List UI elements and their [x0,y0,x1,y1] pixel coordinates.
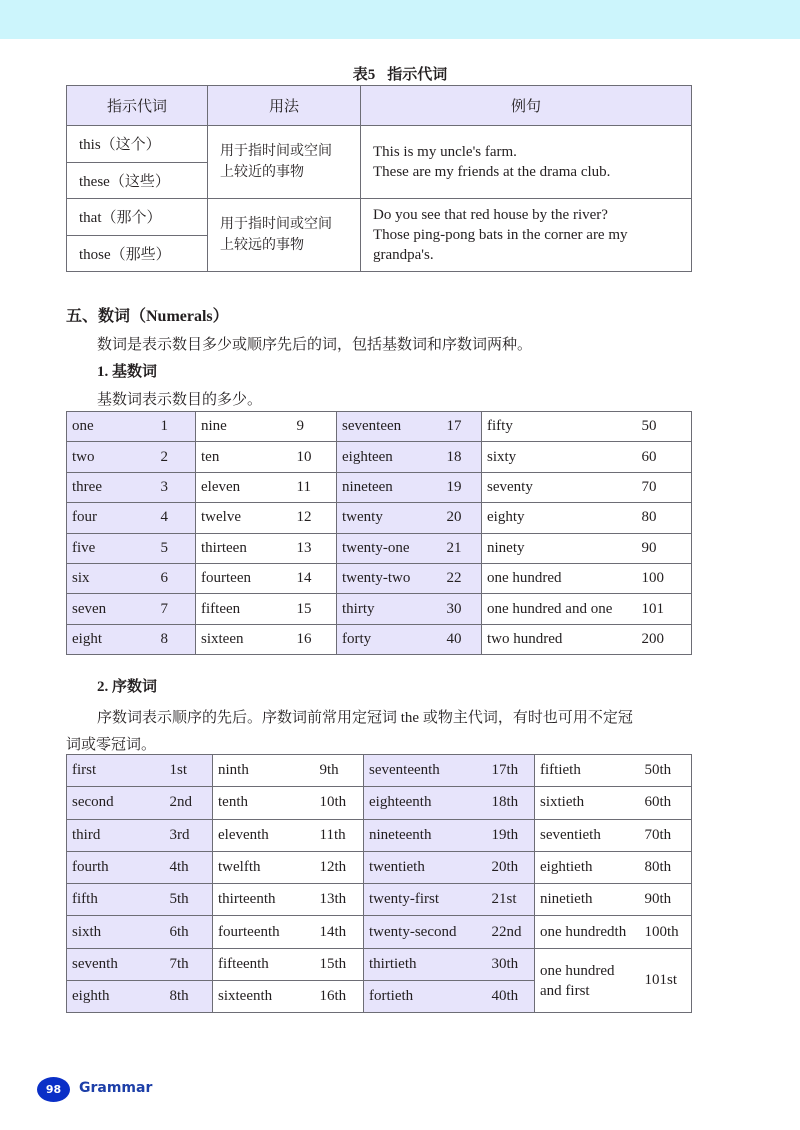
usage-line: 上较远的事物 [220,238,304,253]
number-value-cell: 60th [640,787,692,819]
number-value-cell: 16 [292,624,337,654]
number-value-cell: 20th [487,851,535,883]
number-word-cell: eightieth [535,851,640,883]
number-word-cell: thirtieth [364,948,487,980]
number-value-cell: 18 [442,442,482,472]
number-value-cell: 9th [315,755,364,787]
number-word-cell: twentieth [364,851,487,883]
number-value-cell: 12 [292,503,337,533]
number-value-cell: 10th [315,787,364,819]
number-word-cell: eleventh [213,819,315,851]
number-word-cell: eight [67,624,156,654]
number-word-cell: fifty [482,412,637,442]
number-word-cell: thirty [337,594,442,624]
number-value-cell: 7th [165,948,213,980]
number-value-cell: 2 [156,442,196,472]
number-value-cell: 6 [156,563,196,593]
table-row [67,594,692,624]
number-value-cell: 14th [315,916,364,948]
number-value-cell: 90 [637,533,692,563]
number-word-cell: second [67,787,165,819]
table-row [67,624,692,654]
table-row [67,563,692,593]
number-word-cell: seventieth [535,819,640,851]
header-usage: 用法 [208,86,361,126]
number-word-cell: fifth [67,884,165,916]
pronoun-cell: these（这些） [67,162,208,199]
number-word-cell: first [67,755,165,787]
example-cell [361,126,692,199]
number-word-cell: eleven [196,472,292,502]
number-value-cell: 101st [640,948,692,1013]
number-word-cell: ninetieth [535,884,640,916]
number-value-cell: 8th [165,981,213,1013]
number-value-cell: 70th [640,819,692,851]
number-value-cell: 80th [640,851,692,883]
number-value-cell: 101 [637,594,692,624]
number-value-cell: 100th [640,916,692,948]
number-word-cell: fifteenth [213,948,315,980]
number-word-cell: seven [67,594,156,624]
number-word-cell: four [67,503,156,533]
number-value-cell: 50 [637,412,692,442]
number-value-cell: 4 [156,503,196,533]
number-word-cell: fortieth [364,981,487,1013]
top-band [0,0,800,39]
number-word-cell: twelve [196,503,292,533]
number-value-cell: 30th [487,948,535,980]
word-line: one hundred [540,962,615,979]
usage-line: 用于指时间或空间 [220,217,332,232]
table-row [67,787,692,819]
number-word-cell: one hundredth [535,916,640,948]
usage-cell [208,199,361,272]
number-value-cell: 15 [292,594,337,624]
table-row [67,916,692,948]
table-caption [0,63,800,84]
number-word-cell: twenty-two [337,563,442,593]
table-row [67,199,692,236]
number-value-cell: 60 [637,442,692,472]
number-word-cell: nineteen [337,472,442,502]
table-header-row [67,86,692,126]
number-word-cell: twenty-second [364,916,487,948]
number-word-cell: one hundred [482,563,637,593]
table-row [67,851,692,883]
number-word-cell: two [67,442,156,472]
cardinal-intro: 基数词表示数目的多少。 [97,392,263,408]
pronoun-cell: those（那些） [67,235,208,272]
number-word-cell: nine [196,412,292,442]
ordinal-numbers-table [66,754,692,1013]
number-value-cell: 100 [637,563,692,593]
number-value-cell: 18th [487,787,535,819]
ordinal-heading: 2. 序数词 [97,679,158,695]
header-example: 例句 [361,86,692,126]
caption-title: 指示代词 [387,67,448,83]
number-value-cell: 9 [292,412,337,442]
page-number-badge: 98 [37,1077,70,1102]
number-word-cell: sixty [482,442,637,472]
number-word-cell: tenth [213,787,315,819]
pronoun-cell: this（这个） [67,126,208,163]
number-value-cell: 12th [315,851,364,883]
number-value-cell: 21st [487,884,535,916]
number-value-cell: 6th [165,916,213,948]
ordinal-intro-line2: 词或零冠词。 [66,737,157,753]
number-word-cell: thirteenth [213,884,315,916]
table-row [67,884,692,916]
number-value-cell: 3rd [165,819,213,851]
number-word-cell: seventh [67,948,165,980]
number-word-cell: twenty-one [337,533,442,563]
number-word-cell: ten [196,442,292,472]
usage-cell [208,126,361,199]
number-value-cell: 21 [442,533,482,563]
example-cell [361,199,692,272]
number-value-cell: 22 [442,563,482,593]
example-line: Those ping-pong bats in the corner are my [373,227,628,243]
number-word-cell [535,948,640,1013]
number-word-cell: ninth [213,755,315,787]
demonstrative-pronouns-table [66,85,692,272]
number-value-cell: 7 [156,594,196,624]
number-word-cell: eighth [67,981,165,1013]
number-word-cell: seventy [482,472,637,502]
number-value-cell: 15th [315,948,364,980]
caption-number: 表5 [352,67,376,83]
number-word-cell: thirteen [196,533,292,563]
number-value-cell: 10 [292,442,337,472]
number-value-cell: 8 [156,624,196,654]
pronoun-cell: that（那个） [67,199,208,236]
number-value-cell: 90th [640,884,692,916]
table-row [67,126,692,163]
number-word-cell: seventeenth [364,755,487,787]
table-row [67,503,692,533]
table-row [67,948,692,980]
number-word-cell: fiftieth [535,755,640,787]
number-value-cell: 30 [442,594,482,624]
number-value-cell: 80 [637,503,692,533]
number-value-cell: 11th [315,819,364,851]
number-word-cell: one [67,412,156,442]
footer-label: Grammar [79,1080,153,1096]
number-word-cell: sixteenth [213,981,315,1013]
number-word-cell: sixth [67,916,165,948]
number-word-cell: eighteen [337,442,442,472]
number-word-cell: fourteenth [213,916,315,948]
number-value-cell: 70 [637,472,692,502]
number-word-cell: twenty-first [364,884,487,916]
number-value-cell: 16th [315,981,364,1013]
number-value-cell: 5th [165,884,213,916]
number-word-cell: twenty [337,503,442,533]
example-line: grandpa's. [373,247,434,263]
number-word-cell: one hundred and one [482,594,637,624]
number-value-cell: 3 [156,472,196,502]
header-pronoun: 指示代词 [67,86,208,126]
table-row [67,412,692,442]
number-word-cell: two hundred [482,624,637,654]
section-heading: 五、数词（Numerals） [66,308,229,325]
section-intro: 数词是表示数目多少或顺序先后的词，包括基数词和序数词两种。 [97,337,533,353]
number-value-cell: 2nd [165,787,213,819]
number-word-cell: twelfth [213,851,315,883]
usage-line: 上较近的事物 [220,165,304,180]
table-row [67,819,692,851]
number-value-cell: 19th [487,819,535,851]
number-word-cell: seventeen [337,412,442,442]
number-word-cell: ninety [482,533,637,563]
number-word-cell: six [67,563,156,593]
example-line: These are my friends at the drama club. [373,164,611,180]
number-value-cell: 13th [315,884,364,916]
number-value-cell: 5 [156,533,196,563]
table-row [67,755,692,787]
number-word-cell: five [67,533,156,563]
ordinal-intro-line1: 序数词表示顺序的先后。序数词前常用定冠词 the 或物主代词，有时也可用不定冠 [97,710,633,726]
number-value-cell: 22nd [487,916,535,948]
number-value-cell: 14 [292,563,337,593]
number-word-cell: forty [337,624,442,654]
number-value-cell: 13 [292,533,337,563]
number-value-cell: 17 [442,412,482,442]
example-line: This is my uncle's farm. [373,144,517,160]
cardinal-numbers-table [66,411,692,655]
cardinal-heading: 1. 基数词 [97,364,158,380]
number-word-cell: nineteenth [364,819,487,851]
number-word-cell: fourth [67,851,165,883]
word-line: and first [540,982,590,999]
number-value-cell: 11 [292,472,337,502]
table-row [67,533,692,563]
number-word-cell: fifteen [196,594,292,624]
table-row [67,442,692,472]
number-value-cell: 4th [165,851,213,883]
number-value-cell: 1 [156,412,196,442]
number-value-cell: 40 [442,624,482,654]
number-value-cell: 17th [487,755,535,787]
number-value-cell: 19 [442,472,482,502]
number-value-cell: 200 [637,624,692,654]
number-word-cell: sixtieth [535,787,640,819]
number-value-cell: 50th [640,755,692,787]
number-word-cell: eighteenth [364,787,487,819]
table-row [67,472,692,502]
number-value-cell: 1st [165,755,213,787]
number-value-cell: 40th [487,981,535,1013]
number-word-cell: fourteen [196,563,292,593]
number-value-cell: 20 [442,503,482,533]
number-word-cell: three [67,472,156,502]
number-word-cell: sixteen [196,624,292,654]
usage-line: 用于指时间或空间 [220,144,332,159]
number-word-cell: eighty [482,503,637,533]
number-word-cell: third [67,819,165,851]
example-line: Do you see that red house by the river? [373,207,608,223]
